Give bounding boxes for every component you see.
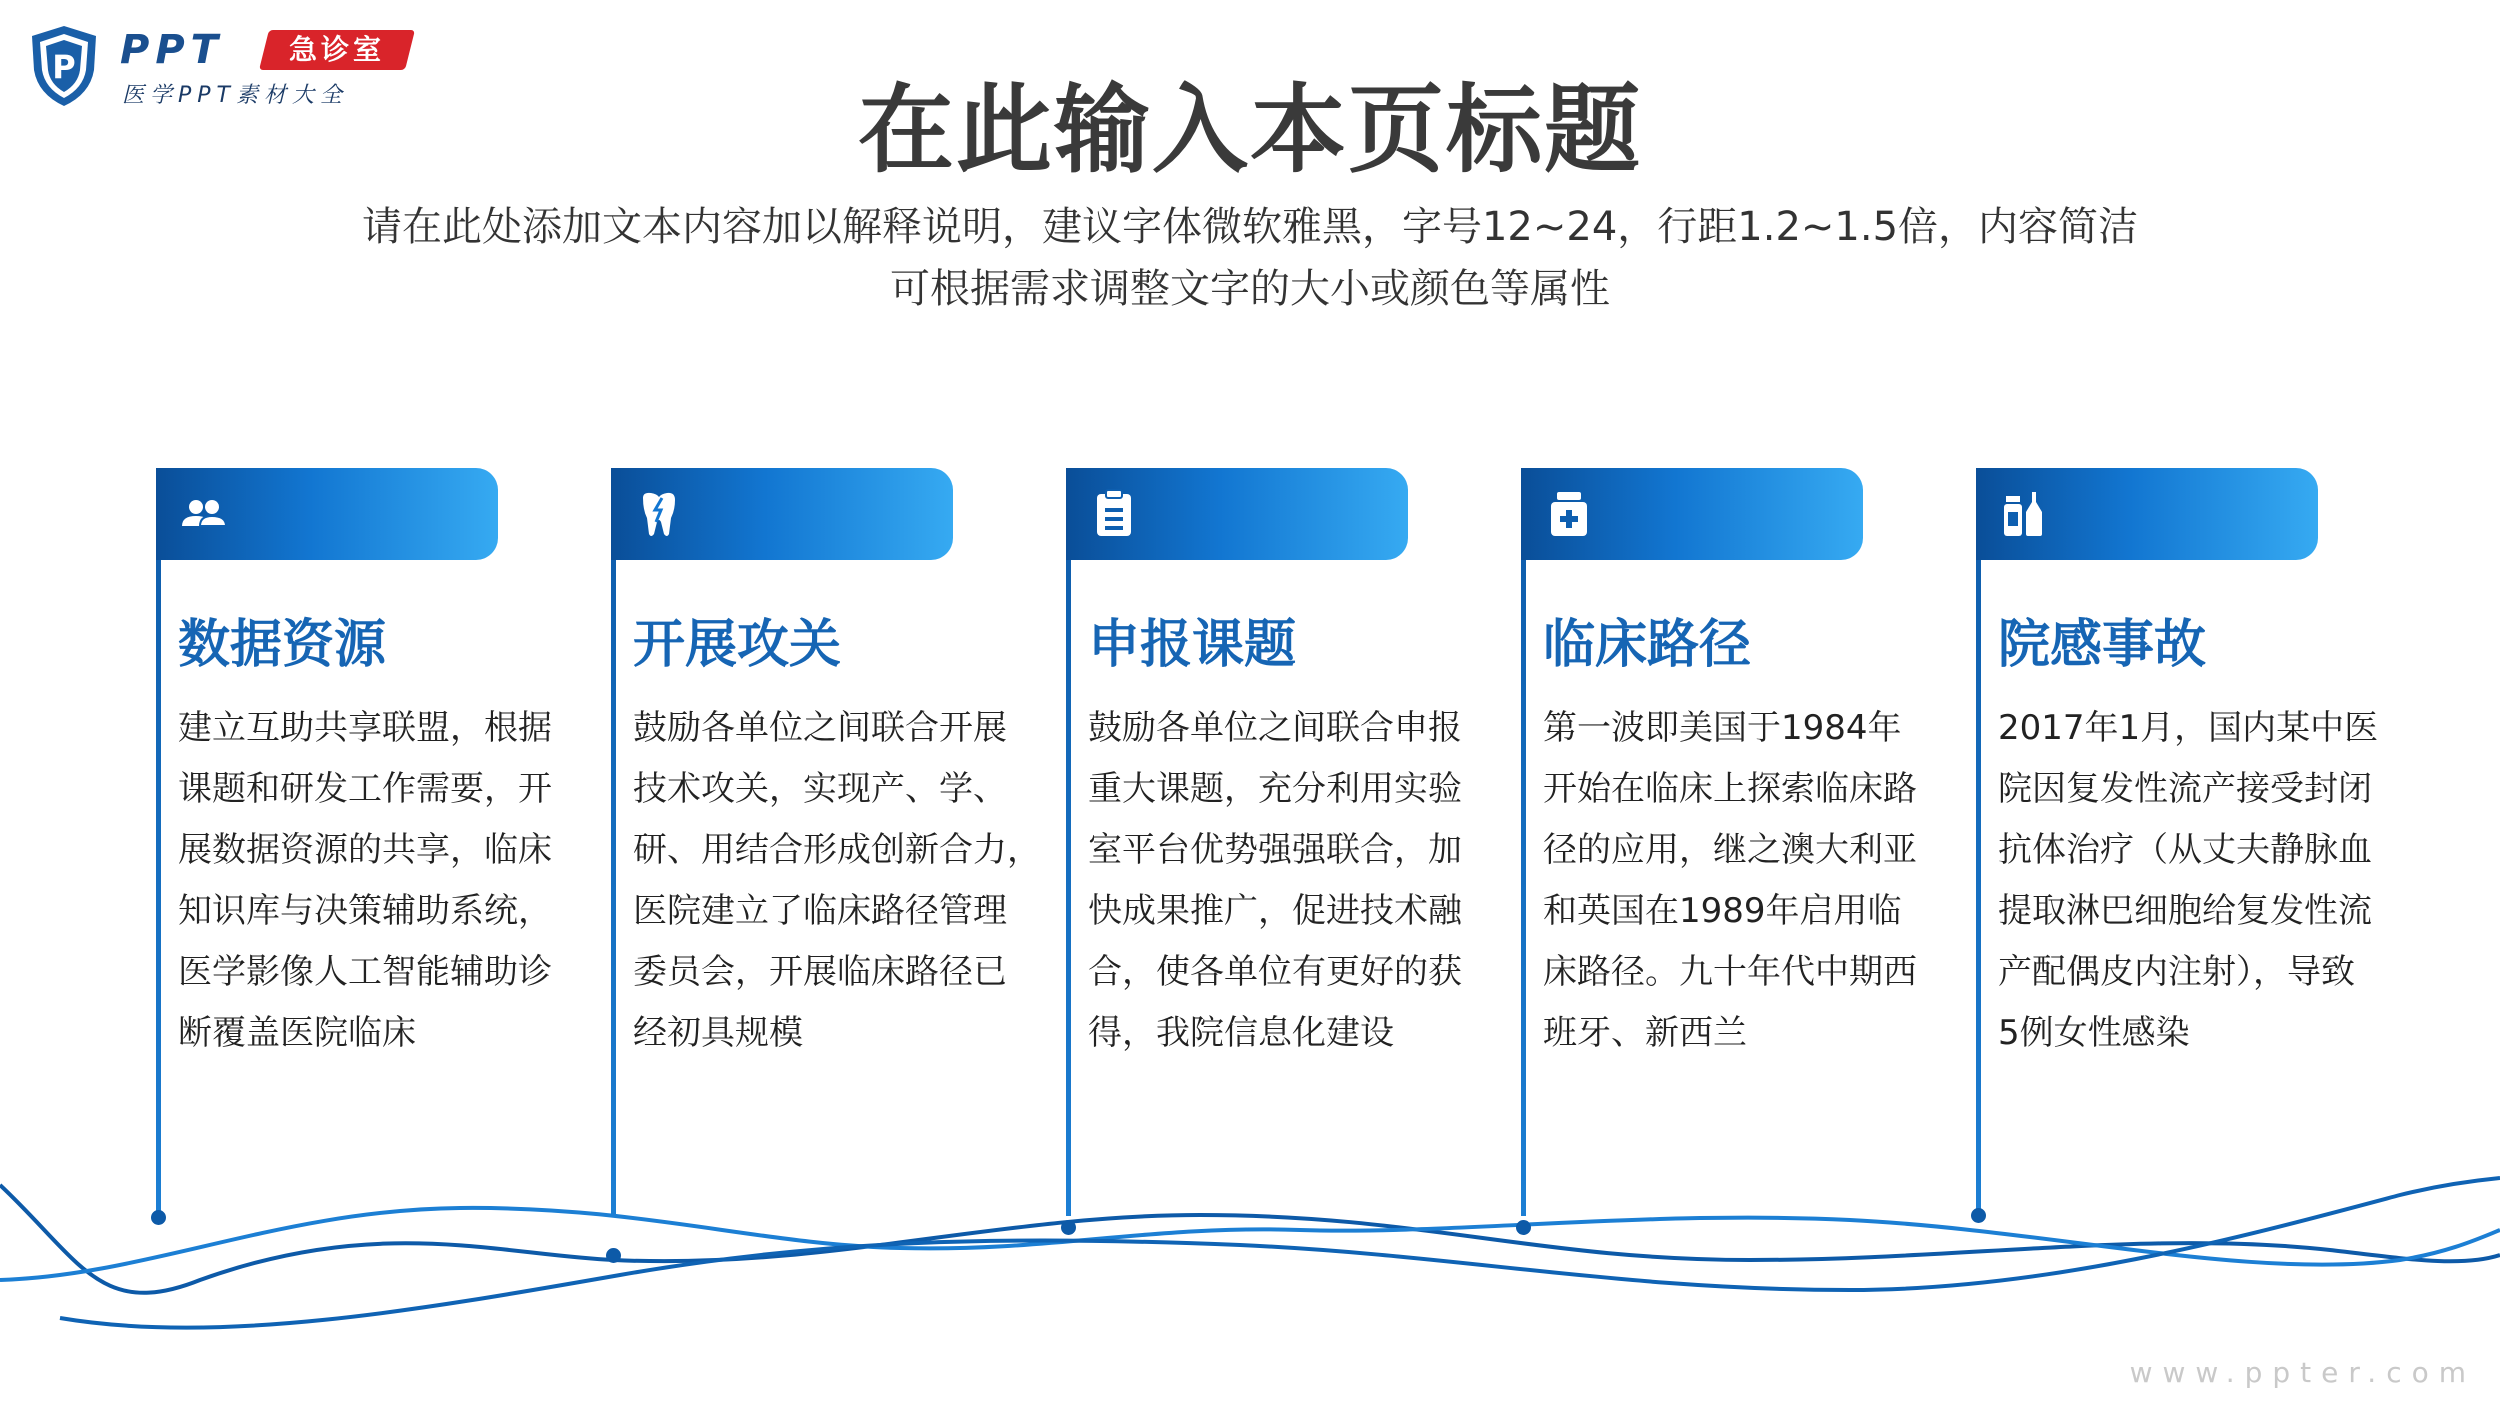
connector-dot	[1516, 1220, 1531, 1235]
card-header-tab	[1066, 468, 1408, 560]
card-header-tab	[1976, 468, 2318, 560]
card-body	[633, 698, 1041, 1064]
card-body-line: 研、用结合形成创新合力，	[633, 830, 1041, 870]
brand-name: PPT	[120, 27, 224, 73]
card-body-line: 委员会，开展临床路径已	[633, 952, 1007, 992]
card-body-line: 开始在临床上探索临床路	[1543, 769, 1917, 809]
card-clinical-pathway	[1521, 468, 1976, 1216]
card-body-line: 断覆盖医院临床	[178, 1013, 416, 1053]
card-body-line: 重大课题，充分利用实验	[1088, 769, 1462, 809]
card-body-line: 经初具规模	[633, 1013, 803, 1053]
card-body-line: 知识库与决策辅助系统，	[178, 891, 552, 931]
clipboard-icon	[1088, 488, 1140, 540]
card-body-line: 床路径。九十年代中期西	[1543, 952, 1917, 992]
brand-badge	[259, 30, 415, 70]
card-connector-line	[156, 468, 161, 1216]
subtitle-line: 请在此处添加文本内容加以解释说明，建议字体微软雅黑，字号12~24，行距1.2~1.5倍，内容简洁	[361, 204, 2139, 250]
page-subtitle	[300, 196, 2200, 320]
card-body-line: 快成果推广，促进技术融	[1088, 891, 1462, 931]
connector-dot	[151, 1210, 166, 1225]
card-header-tab	[611, 468, 953, 560]
card-body-line: 5例女性感染	[1998, 1013, 2190, 1053]
card-header-tab	[1521, 468, 1863, 560]
card-project-application	[1066, 468, 1521, 1216]
logo-letter: P	[52, 48, 76, 86]
connector-dot	[1061, 1220, 1076, 1235]
card-connector-line	[1066, 468, 1071, 1216]
people-icon	[178, 488, 230, 540]
card-body-line: 径的应用，继之澳大利亚	[1543, 830, 1917, 870]
card-body	[1998, 698, 2394, 1064]
card-body-line: 第一波即美国于1984年	[1543, 708, 1902, 748]
card-connector-line	[1976, 468, 1981, 1216]
card-connector-line	[1521, 468, 1526, 1216]
tooth-icon	[633, 488, 685, 540]
card-connector-line	[611, 468, 616, 1216]
watermark: www.ppter.com	[2129, 1356, 2476, 1389]
card-body-line: 得，我院信息化建设	[1088, 1013, 1394, 1053]
card-body-line: 室平台优势强强联合，加	[1088, 830, 1462, 870]
card-body-line: 提取淋巴细胞给复发性流	[1998, 891, 2372, 931]
card-body-line: 合，使各单位有更好的获	[1088, 952, 1462, 992]
page-title: 在此输入本页标题	[858, 74, 1642, 186]
vials-icon	[1998, 488, 2050, 540]
card-body-line: 展数据资源的共享，临床	[178, 830, 552, 870]
card-body-line: 技术攻关，实现产、学、	[633, 769, 1007, 809]
card-body	[178, 698, 574, 1064]
connector-dot	[606, 1248, 621, 1263]
card-header-tab	[156, 468, 498, 560]
card-infection-incident	[1976, 468, 2431, 1216]
brand-badge-text: 急诊室	[288, 33, 385, 66]
card-body-line: 鼓励各单位之间联合开展	[633, 708, 1007, 748]
card-body-line: 班牙、新西兰	[1543, 1013, 1747, 1053]
card-body-line: 产配偶皮内注射），导致	[1998, 952, 2355, 992]
card-body	[1088, 698, 1484, 1064]
brand-tagline: 医学PPT素材大全	[122, 83, 348, 108]
medicine-box-icon	[1543, 488, 1595, 540]
card-body-line: 医院建立了临床路径管理	[633, 891, 1007, 931]
card-data-resources	[156, 468, 611, 1216]
card-body-line: 鼓励各单位之间联合申报	[1088, 708, 1462, 748]
card-body-line: 抗体治疗（从丈夫静脉血	[1998, 830, 2372, 870]
card-body-line: 院因复发性流产接受封闭	[1998, 769, 2372, 809]
card-body-line: 医学影像人工智能辅助诊	[178, 952, 552, 992]
subtitle-line: 可根据需求调整文字的大小或颜色等属性	[890, 266, 1610, 312]
card-title: 院感事故	[1998, 615, 2207, 675]
card-body-line: 和英国在1989年启用临	[1543, 891, 1902, 931]
card-body-line: 课题和研发工作需要，开	[178, 769, 552, 809]
card-body-line: 2017年1月，国内某中医	[1998, 708, 2379, 748]
card-body	[1543, 698, 1939, 1064]
card-body-line: 建立互助共享联盟，根据	[178, 708, 552, 748]
card-title: 数据资源	[178, 615, 387, 675]
card-research-tackling	[611, 468, 1066, 1216]
connector-dot	[1971, 1208, 1986, 1223]
card-title: 申报课题	[1088, 615, 1297, 675]
card-title: 开展攻关	[633, 615, 842, 675]
card-title: 临床路径	[1543, 615, 1752, 675]
